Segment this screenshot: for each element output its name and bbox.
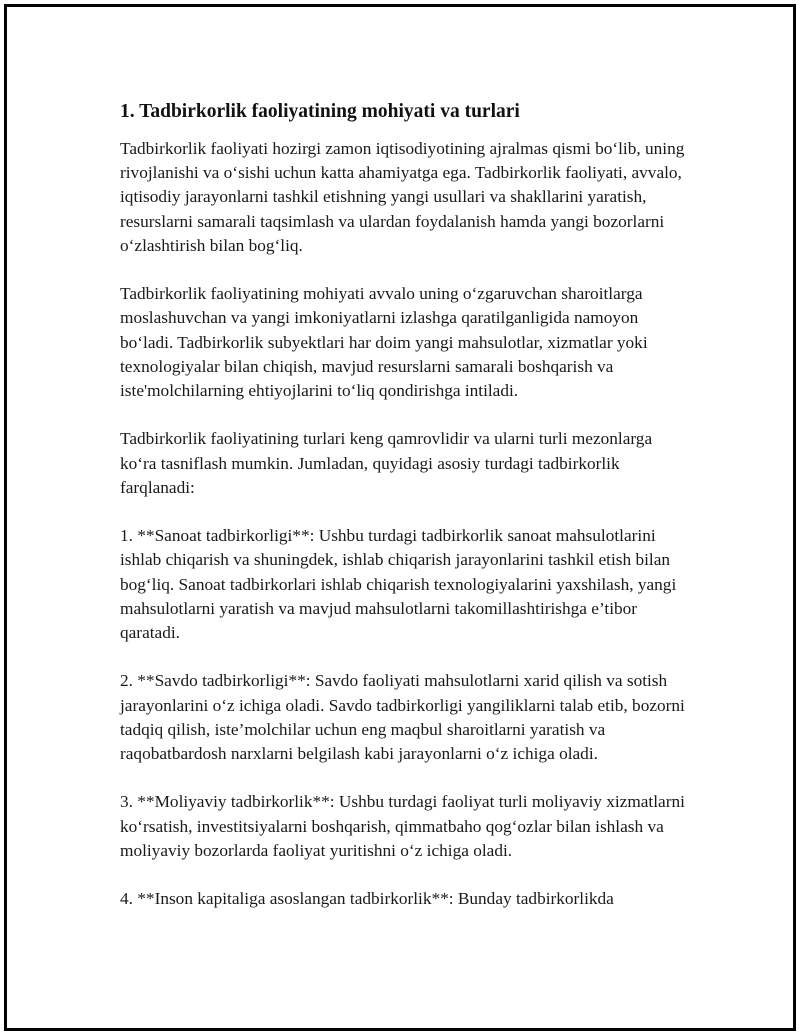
paragraph-intro: Tadbirkorlik faoliyati hozirgi zamon iqtisodiyotining ajralmas qismi bo‘lib, uning rivojlanishi va o‘sishi uchun katta ahamiyatga ega. Tadbirkorlik faoliyati, avvalo, iqtisodiy jarayonlarni tashkil etishning yangi usullari va shakllarini yaratish, resurslarni samarali taqsimlash va ulardan foydalanish hamda yangi bozorlarni o‘zlashtirish bilan bog‘liq.	[120, 139, 685, 255]
list-item-trade: 2. **Savdo tadbirkorligi**: Savdo faoliyati mahsulotlarni xarid qilish va sotish jarayonlarini o‘z ichiga oladi. Savdo tadbirkorligi yangiliklarni talab etib, bozorni tadqiq qilish, iste’molchilar uchun eng maqbul sharoitlarni yaratish va raqobatbardosh narxlarni belgilash kabi jarayonlarni o‘z ichiga oladi.	[120, 671, 685, 764]
list-item-industrial: 1. **Sanoat tadbirkorligi**: Ushbu turdagi tadbirkorlik sanoat mahsulotlarini ishlab chiqarish va shuningdek, ishlab chiqarish jarayonlarini tashkil etish bilan bog‘liq. Sanoat tadbirkorlari ishlab chiqarish texnologiyalarini yaxshilash, yangi mahsulotlarni yaratish va mavjud mahsulotlarni takomillashtirishga e’tibor qaratadi.	[120, 526, 677, 643]
document-title: 1. Tadbirkorlik faoliyatining mohiyati va turlari	[120, 101, 520, 122]
list-item-human-capital: 4. **Inson kapitaliga asoslangan tadbirkorlik**: Bunday tadbirkorlikda	[120, 889, 614, 909]
paragraph-types-intro: Tadbirkorlik faoliyatining turlari keng qamrovlidir va ularni turli mezonlarga ko‘ra tasniflash mumkin. Jumladan, quyidagi asosiy turdagi tadbirkorlik farqlanadi:	[120, 429, 653, 497]
document-body	[120, 99, 690, 936]
page-frame	[4, 4, 796, 1031]
paragraph-essence: Tadbirkorlik faoliyatining mohiyati avvalo uning o‘zgaruvchan sharoitlarga moslashuvchan va yangi imkoniyatlarni izlashga qaratilganligida namoyon bo‘ladi. Tadbirkorlik subyektlari har doim yangi mahsulotlar, xizmatlar yoki texnologiyalar bilan chiqish, mavjud resurslarni samarali boshqarish va iste'molchilarning ehtiyojlarini to‘liq qondirishga intiladi.	[120, 284, 648, 401]
list-item-financial: 3. **Moliyaviy tadbirkorlik**: Ushbu turdagi faoliyat turli moliyaviy xizmatlarni ko‘rsatish, investitsiyalarni boshqarish, qimmatbaho qog‘ozlar bilan ishlash va moliyaviy bozorlarda faoliyat yuritishni o‘z ichiga oladi.	[120, 792, 685, 860]
